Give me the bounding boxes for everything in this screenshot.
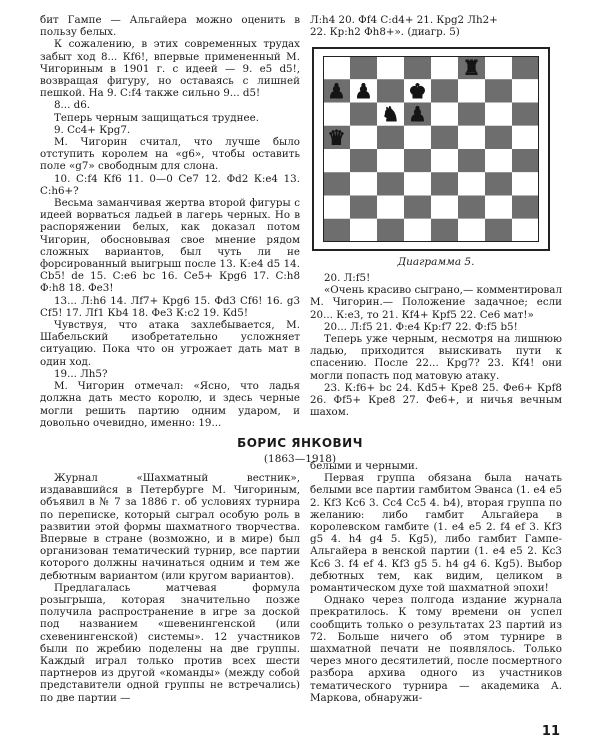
- board-square: [350, 126, 377, 149]
- board-square: [431, 103, 458, 126]
- board-square: [323, 196, 350, 219]
- board-square: [512, 56, 539, 79]
- right-column-top: [310, 14, 562, 38]
- board-square: [323, 219, 350, 242]
- board-square: [458, 172, 485, 195]
- paragraph: Журнал «Шахматный вестник», издававшийся в Петербурге М. Чигориным, объявил в № 7 за 1886 г. об условиях турнира по переписке, который сыграл особую роль в развитии этой формы шахматного творчества. Впервые в стране (возможно, и в мире) был организован тематический турнир, все партии которого должны начинаться одним и тем же дебютным вариантом (или кругом вариантов).: [40, 472, 300, 582]
- paragraph: 13... Л:h6 14. Лf7+ Крg6 15. Фd3 Сf6! 16. g3 Сf5! 17. Лf1 Кb4 18. Фе3 К:с2 19. Кd5!: [40, 294, 300, 319]
- board-square: [431, 56, 458, 79]
- section-heading: БОРИС ЯНКОВИЧ: [237, 436, 363, 450]
- board-square: [323, 172, 350, 195]
- paragraph: М. Чигорин считал, что лучше было отступить королем на «g6», чтобы оставить поле «g7» свободным для слона.: [40, 136, 300, 173]
- paragraph: Предлагалась матчевая формула розыгрыша, которая значительно позже получила распространение в игре за доской под названием «шевенингенской (или схевенингенской) системы». 12 участников были по жребию поделены на две группы. Каждый играл только против всех шести партнеров из другой «команды» (между собой представители одной группы не встречались) по две партии —: [40, 581, 300, 704]
- board-square: [377, 219, 404, 242]
- board-square: [404, 149, 431, 172]
- board-square: [512, 79, 539, 102]
- left-column-bottom: [40, 472, 300, 704]
- page-number: 11: [541, 724, 560, 739]
- board-square: [377, 126, 404, 149]
- board-square: [512, 219, 539, 242]
- paragraph: 20... Л:f5 21. Ф:е4 Кр:f7 22. Ф:f5 b5!: [324, 320, 518, 333]
- paragraph: Весьма заманчивая жертва второй фигуры с идеей ворваться ладьей в лагерь черных. Но в распоряжении белых, как доказал потом Чигорин, обосновывая свое мнение рядом сложных вариантов, был чуть ли не форсированный выигрыш после 13. К:е4 d5 14. Сb5! de 15. С:е6 bс 16. Се5+ Крg6 17. С:h8 Ф:h8 18. Фе3!: [40, 197, 300, 295]
- board-square: [377, 149, 404, 172]
- paragraph: Чувствуя, что атака захлебывается, М. Шабельский изобретательно усложняет ситуацию. Пока что он угрожает дать мат в один ход.: [40, 319, 300, 368]
- board-square: [377, 172, 404, 195]
- chess-piece-icon: ♚: [408, 78, 427, 103]
- board-square: [485, 56, 512, 79]
- board-square: [404, 196, 431, 219]
- chess-diagram: [312, 47, 550, 251]
- move-line: Л:h4 20. Фf4 С:d4+ 21. Крg2 Лh2+: [310, 14, 498, 26]
- paragraph: Теперь уже черным, несмотря на лишнюю ладью, приходится выискивать пути к спасению. После 22... Крg7? 23. Кf4! они могли попасть под матовую атаку.: [310, 333, 562, 382]
- diagram-caption: Диаграмма 5.: [397, 256, 475, 268]
- board-square: [458, 196, 485, 219]
- board-square: [512, 149, 539, 172]
- board-square: [458, 126, 485, 149]
- paragraph: М. Чигорин отмечал: «Ясно, что ладья должна дать место королю, и здесь черные могли решить партию одним ударом, и довольно очевидно, именно: 19...: [40, 380, 300, 429]
- board-square: [431, 79, 458, 102]
- board-square: [458, 103, 485, 126]
- right-column-middle: [310, 272, 562, 418]
- board-square: [350, 196, 377, 219]
- board-square: [350, 219, 377, 242]
- board-square: [512, 196, 539, 219]
- paragraph: 10. С:f4 Кf6 11. 0—0 Се7 12. Фd2 К:е4 13. С:h6+?: [40, 172, 300, 197]
- chess-piece-icon: ♞: [381, 102, 400, 127]
- board-square: [377, 79, 404, 102]
- board-square: [512, 172, 539, 195]
- board-square: [323, 103, 350, 126]
- board-square: [404, 172, 431, 195]
- board-square: [404, 56, 431, 79]
- paragraph: 20. Л:f5!: [324, 272, 371, 284]
- chess-piece-icon: ♟: [408, 102, 427, 127]
- board-square: [350, 149, 377, 172]
- board-square: [485, 172, 512, 195]
- paragraph: Первая группа обязана была начать белыми все партии гамбитом Эванса (1. е4 е5 2. Кf3 Кс6 3. Сс4 Сс5 4. b4), вторая группа по желанию: либо гамбит Альгайера в королевском гамбите (1. е4 е5 2. f4 ef 3. Кf3 g5 4. h4 g4 5. Кg5), либо гамбит Гампе-Альгайера в венской партии (1. е4 е5 2. Кс3 Кс6 3. f4 ef 4. Кf3 g5 5. h4 g4 6. Кg5). Выбор дебютных тем, как видим, целиком в романтическом духе той шахматной эпохи!: [310, 472, 562, 595]
- board-square: [458, 149, 485, 172]
- board-square: [377, 56, 404, 79]
- paragraph: Однако через полгода издание журнала прекратилось. К тому времени он успел сообщить только о результатах 23 партий из 72. Больше ничего об этом турнире в шахматной печати не появлялось. Только через много десятилетий, после посмертного разбора архива одного из участников тематического турнира — академика А. Маркова, обнаружи-: [310, 594, 562, 704]
- chess-piece-icon: ♜: [462, 56, 481, 80]
- board-square: [458, 79, 485, 102]
- section-years: (1863—1918): [263, 453, 337, 465]
- board-square: [350, 56, 377, 79]
- board-square: [431, 196, 458, 219]
- board-square: [485, 103, 512, 126]
- board-square: [485, 79, 512, 102]
- chess-piece-icon: ♟: [327, 78, 346, 103]
- board-square: [458, 219, 485, 242]
- board-square: [431, 126, 458, 149]
- paragraph: бит Гампе — Альгайера можно оценить в пользу белых.: [40, 14, 300, 39]
- board-square: [350, 172, 377, 195]
- paragraph: 9. Сс4+ Крg7.: [54, 123, 131, 136]
- board-square: [512, 103, 539, 126]
- board-square: [431, 172, 458, 195]
- board-square: [485, 126, 512, 149]
- board-square: [404, 219, 431, 242]
- board-square: [485, 219, 512, 242]
- board-square: [404, 126, 431, 149]
- board-square: [485, 196, 512, 219]
- board-square: [377, 196, 404, 219]
- board-square: [431, 219, 458, 242]
- paragraph: 8... d6.: [54, 99, 91, 112]
- board-square: [323, 56, 350, 79]
- chess-piece-icon: ♟: [354, 78, 373, 103]
- chess-piece-icon: ♛: [327, 125, 346, 150]
- paragraph: белыми и черными.: [310, 460, 419, 472]
- paragraph: «Очень красиво сыграно,— комментировал М. Чигорин.— Положение задачное; если 20... К:е3, то 21. Кf4+ Крf5 22. Се6 мат!»: [310, 284, 562, 321]
- board-square: [323, 149, 350, 172]
- board-square: [431, 149, 458, 172]
- right-column-bottom: [310, 460, 562, 704]
- paragraph: 19... Лh5?: [54, 367, 108, 380]
- chess-board: [323, 56, 539, 242]
- board-square: [485, 149, 512, 172]
- paragraph: 23. К:f6+ bс 24. Кd5+ Кре8 25. Фе6+ Крf8 26. Фf5+ Кре8 27. Фе6+, и ничья вечным шахом.: [310, 381, 562, 419]
- paragraph: Теперь черным защищаться труднее.: [54, 111, 259, 124]
- paragraph: К сожалению, в этих современных трудах забыт ход 8... Кf6!, впервые примененный М. Чигориным в 1901 г. с идеей — 9. e5 d5!, возвращая фигуру, но оставаясь с лишней пешкой. На 9. С:f4 также сильно 9... d5!: [40, 38, 300, 100]
- left-column-top: [40, 14, 300, 429]
- board-square: [350, 103, 377, 126]
- board-square: [512, 126, 539, 149]
- move-line: 22. Кр:h2 Фh8+». (диагр. 5): [310, 26, 460, 39]
